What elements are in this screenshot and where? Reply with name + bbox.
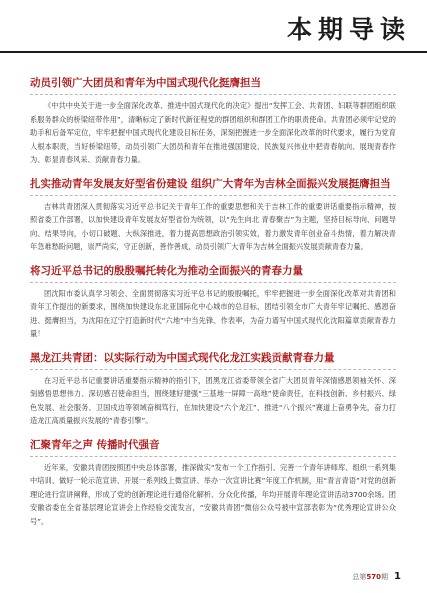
article-summary — [30, 76, 396, 167]
page-footer — [352, 571, 401, 582]
article-title[interactable]: 汇聚青年之声 传播时代强音 — [30, 438, 396, 457]
article-summary — [30, 264, 396, 341]
article-title[interactable]: 将习近平总书记的殷殷嘱托转化为推动全面振兴的青春力量 — [30, 264, 396, 283]
issue-suffix: 期 — [381, 572, 389, 581]
article-title[interactable]: 扎实推动青年发展友好型省份建设 组织广大青年为吉林全面振兴发展挺膺担当 — [30, 177, 396, 196]
page-number: 1 — [394, 571, 401, 582]
article-abstract: 在习近平总书记重要讲话重要指示精神的指引下，团黑龙江省委带领全省广大团员青年深情感恩领袖关怀、深刻感悟思想伟力、深切感召使命担当，围绕建好建强“三基地一屏障一高地”使命责任，在科技创新、乡村振兴、绿色发展、社会服务、卫国戍边等领域奋楫笃行，在加快建设“六个龙江”、推进“八个振兴”赛道上奋勇争先，奋力打造龙江高质量振兴发展的“青春引擎”。 — [30, 375, 396, 425]
page-title: 本期导读 — [286, 15, 411, 44]
article-title[interactable]: 黑龙江共青团：以实际行动为中国式现代化龙江实践贡献青春力量 — [30, 351, 396, 370]
article-list — [30, 76, 396, 538]
article-summary — [30, 351, 396, 428]
article-abstract: 《中共中央关于进一步全面深化改革、推进中国式现代化的决定》提出“发挥工会、共青团、妇联等群团组织联系服务群众的桥梁纽带作用”，清晰标定了新时代新征程党的群团组织和群团工作的职责使命。共青团必须牢记党的助手和后备军定位，牢牢把握中国式现代化建设目标任务，深刻把握进一步全面深化改革的时代要求，履行为党育人根本职责，当好桥梁纽带，动员引领广大团员和青年在推进强国建设、民族复兴伟业中把青春航向、展现青春作为、彰显青春风采、贡献青春力量。 — [30, 101, 396, 164]
header-rule — [0, 51, 427, 53]
article-title[interactable]: 动员引领广大团员和青年为中国式现代化挺膺担当 — [30, 76, 396, 95]
article-abstract: 吉林共青团深入贯彻落实习近平总书记关于青年工作的重要思想和关于吉林工作的重要讲话重要指示精神，按照省委工作部署，以加快建设青年发展友好型省份为统领，以“先生向北 青春聚吉”为主题，坚持目标导向、问题导向、结果导向，小切口破题、大纵深推进，着力提高思想政治引领实效，着力激发青年创业奋斗热情，着力解决青年急难愁盼问题，崇严尚实，守正创新，善作善成，动员引领广大青年为吉林全面振兴发展贡献青春力量。 — [30, 201, 396, 251]
article-abstract: 团沈阳市委认真学习领会、全面贯彻落实习近平总书记的殷殷嘱托，牢牢把握进一步全面深化改革对共青团和青年工作提出的新要求，围绕加快建设东北亚国际化中心城市的总目标，团结引领全市广大青年牢记嘱托、感恩奋进、挺膺担当，为沈阳在辽宁打造新时代“六地”中当先锋、作表率，为奋力谱写中国式现代化沈阳篇章贡献青春力量！ — [30, 288, 396, 338]
issue-label: 总第 — [352, 572, 367, 581]
issue-number: 570 — [366, 572, 382, 581]
article-summary — [30, 438, 396, 529]
article-abstract: 近年来，安徽共青团按照团中央总体部署，推深做实“发布一个工作指引、完善一个青年讲师库、组织一系列集中培训、做好一轮示范宣讲、开展一系列线上微宣讲、举办一次宣讲比赛”年度工作机制，用“青言青语”对党的创新理论进行宣讲阐释，形成了党的创新理论进行通俗化解析、分众化传播，年均开展青年理论宣讲活动3700余场。团安徽省委在全省基层理论宣讲会上作经验交流发言，“安徽共青团”微信公众号被中宣部表彰为“优秀理论宣讲公众号”。 — [30, 462, 396, 526]
article-summary — [30, 177, 396, 254]
issue-info — [352, 572, 388, 582]
